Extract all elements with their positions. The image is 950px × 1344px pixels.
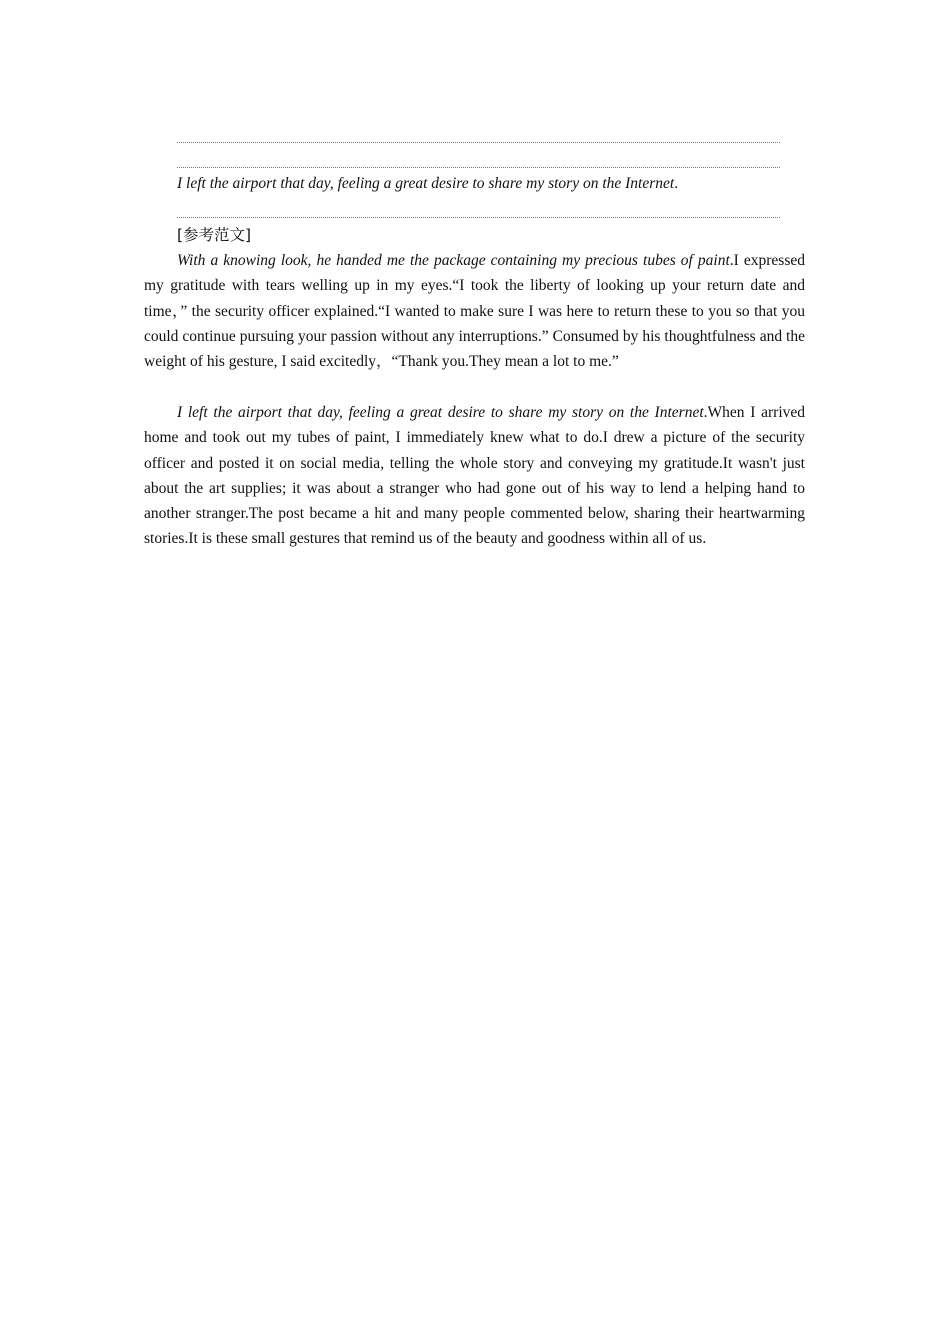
paragraph-2-body: .When I arrived home and took out my tubes of paint, I immediately knew what to do.I drew a picture of the security officer and posted it on social media, telling the whole story and conveying my gratitude.It wasn't just about the art supplies; it was about a stranger who had gone out of his way to lend a helping hand to another stranger.The post became a hit and many people commented below, sharing their heartwarming stories.It is these small gestures that remind us of the beauty and goodness within all of us. xyxy=(144,404,806,548)
paragraph-1-body: .I expressed my gratitude with tears welling up in my eyes.“I took the liberty of looking up your return date and time，” the security officer explained.“I wanted to make sure I was here to return these to you so that you could continue pursuing your passion without any interruptions.” Consumed by his thoughtfulness and the weight of his gesture, I said excitedly，“Thank you.They mean a lot to me.” xyxy=(144,252,805,371)
answer-line-1 xyxy=(177,142,780,143)
essay-paragraph-2 xyxy=(144,400,805,552)
answer-line-3 xyxy=(177,217,780,218)
reference-label: [参考范文] xyxy=(177,226,252,244)
given-sentence-text: I left the airport that day, feeling a great desire to share my story on the Internet xyxy=(177,175,675,192)
given-sentence-end: . xyxy=(674,175,679,192)
essay-paragraph-1 xyxy=(144,248,805,374)
given-sentence xyxy=(177,174,678,194)
answer-line-2 xyxy=(177,167,780,168)
paragraph-2-opening: I left the airport that day, feeling a great desire to share my story on the Internet xyxy=(177,404,704,421)
paragraph-1-opening: With a knowing look, he handed me the package containing my precious tubes of paint xyxy=(177,252,730,269)
